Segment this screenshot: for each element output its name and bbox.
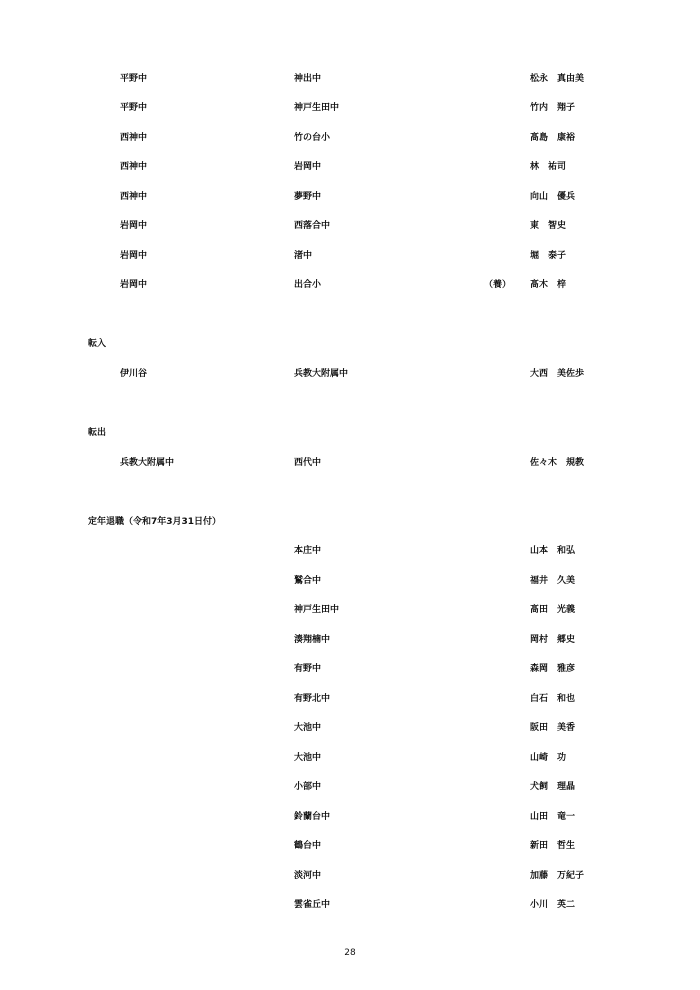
school: 湊翔楠中 [294,635,331,645]
origin-school: 岩岡中 [120,221,148,231]
person-name: 犬飼 理晶 [530,782,576,792]
person-name: 松永 真由美 [530,74,585,84]
destination-school: 神戸生田中 [294,103,340,113]
destination-school: 竹の台小 [294,133,331,143]
note: （養） [484,280,512,290]
list-item [0,810,700,824]
school: 雲雀丘中 [294,900,331,910]
person-name: 加藤 万紀子 [530,871,585,881]
school: 鶴台中 [294,841,322,851]
person-name: 岡村 郷史 [530,635,576,645]
list-item [0,367,700,381]
section-heading-transfer-out: 転出 [88,428,107,438]
school: 鈴蘭台中 [294,812,331,822]
person-name: 山本 和弘 [530,546,576,556]
destination-school: 夢野中 [294,192,322,202]
person-name: 山田 竜一 [530,812,576,822]
list-item [0,780,700,794]
list-item [0,662,700,676]
list-item [0,839,700,853]
destination-school: 岩岡中 [294,162,322,172]
person-name: 福井 久美 [530,576,576,586]
person-name: 堀 泰子 [530,251,567,261]
list-item [0,603,700,617]
list-item [0,72,700,86]
section-heading-retirement: 定年退職（令和7年3月31日付） [88,517,222,527]
list-item [0,249,700,263]
list-item [0,633,700,647]
person-name: 大西 美佐歩 [530,369,585,379]
person-name: 小川 英二 [530,900,576,910]
list-item [0,544,700,558]
person-name: 新田 哲生 [530,841,576,851]
origin-school: 岩岡中 [120,251,148,261]
person-name: 白石 和也 [530,694,576,704]
school: 有野北中 [294,694,331,704]
school: 鷲合中 [294,576,322,586]
list-item [0,692,700,706]
person-name: 佐々木 規教 [530,458,585,468]
school: 大池中 [294,753,322,763]
person-name: 竹内 翔子 [530,103,576,113]
origin-school: 西神中 [120,192,148,202]
list-item [0,751,700,765]
list-item [0,456,700,470]
list-item [0,219,700,233]
school: 小部中 [294,782,322,792]
destination-school: 出合小 [294,280,322,290]
list-item [0,160,700,174]
destination-school: 西落合中 [294,221,331,231]
origin-school: 伊川谷 [120,369,148,379]
origin-school: 平野中 [120,74,148,84]
origin-school: 平野中 [120,103,148,113]
person-name: 髙島 康裕 [530,133,576,143]
list-item [0,574,700,588]
list-item [0,101,700,115]
list-item [0,278,700,292]
destination-school: 渚中 [294,251,313,261]
school: 神戸生田中 [294,605,340,615]
origin-school: 岩岡中 [120,280,148,290]
person-name: 山崎 功 [530,753,567,763]
person-name: 髙田 光義 [530,605,576,615]
school: 淡河中 [294,871,322,881]
person-name: 森岡 雅彦 [530,664,576,674]
section-heading-transfer-in: 転入 [88,339,107,349]
list-item [0,869,700,883]
school: 有野中 [294,664,322,674]
destination-school: 兵教大附属中 [294,369,349,379]
page-number: 28 [344,948,356,958]
origin-school: 兵教大附属中 [120,458,175,468]
school: 本庄中 [294,546,322,556]
list-item [0,721,700,735]
person-name: 髙木 梓 [530,280,567,290]
list-item [0,131,700,145]
destination-school: 西代中 [294,458,322,468]
destination-school: 神出中 [294,74,322,84]
person-name: 阪田 美香 [530,723,576,733]
school: 大池中 [294,723,322,733]
person-name: 林 祐司 [530,162,567,172]
origin-school: 西神中 [120,133,148,143]
origin-school: 西神中 [120,162,148,172]
person-name: 向山 優兵 [530,192,576,202]
list-item [0,898,700,912]
person-name: 東 智史 [530,221,567,231]
list-item [0,190,700,204]
